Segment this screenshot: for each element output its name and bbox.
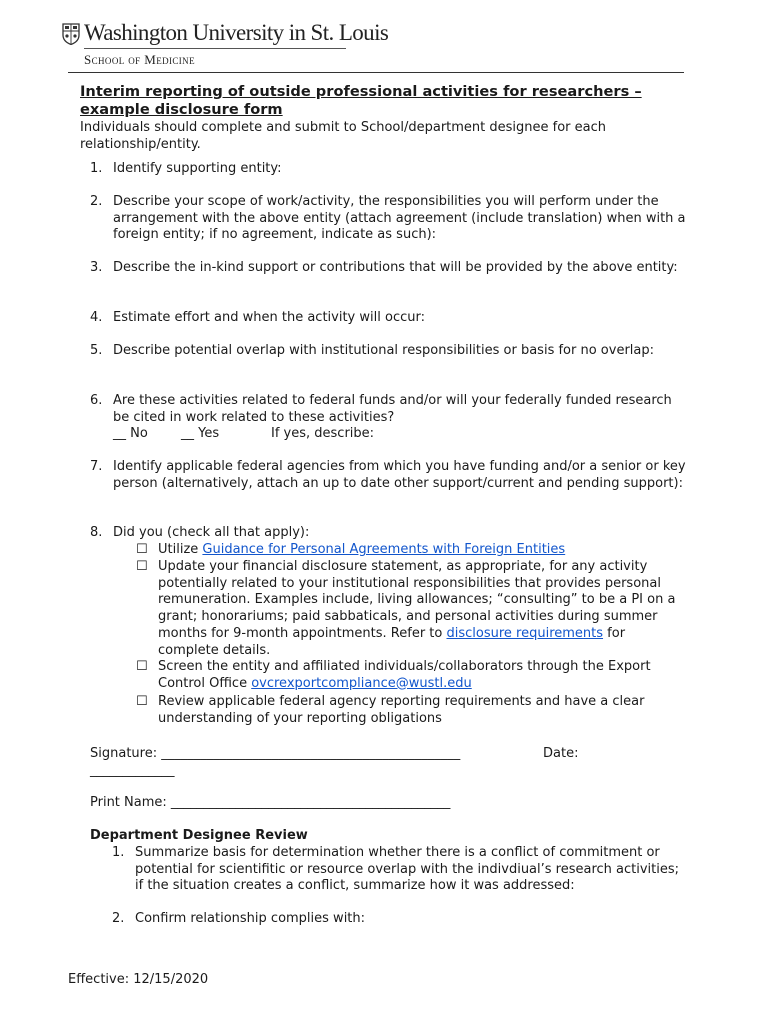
option-describe-label: If yes, describe:: [271, 426, 375, 442]
question-7: [90, 459, 690, 492]
question-6-options: [113, 426, 690, 443]
option-yes[interactable]: __ Yes: [181, 426, 220, 442]
department-item-2: [112, 911, 682, 928]
effective-date: Effective: 12/15/2020: [68, 972, 209, 987]
item-number: 2.: [112, 911, 125, 926]
form-title: Interim reporting of outside professional activities for researchers – example disclosure form: [80, 83, 642, 118]
question-1: [90, 161, 690, 178]
question-text: Describe potential overlap with institutional responsibilities or basis for no overlap:: [113, 343, 655, 358]
checklist-text: Screen the entity and affiliated individuals/collaborators through the Export Control Office: [158, 659, 651, 691]
question-3: [90, 260, 690, 277]
option-no[interactable]: __ No: [113, 426, 148, 442]
checkbox-icon[interactable]: ☐: [136, 559, 148, 574]
department-item-1: [112, 845, 682, 895]
checkbox-icon[interactable]: ☐: [136, 659, 148, 674]
logo-divider: [84, 48, 346, 49]
university-crest-icon: [62, 23, 80, 45]
question-number: 6.: [90, 393, 103, 408]
question-text: Did you (check all that apply):: [113, 525, 310, 540]
question-number: 4.: [90, 310, 103, 325]
export-compliance-email-link[interactable]: ovcrexportcompliance@wustl.edu: [251, 675, 472, 691]
item-text: Confirm relationship complies with:: [135, 911, 366, 926]
checklist-text: Review applicable federal agency reporting requirements and have a clear understanding of your reporting obligations: [158, 694, 645, 726]
checklist-text: for complete details.: [158, 625, 626, 658]
university-name: Washington University in St. Louis: [84, 20, 389, 45]
checklist-item-export-control: [136, 659, 686, 692]
checkbox-icon[interactable]: ☐: [136, 542, 148, 557]
print-name-field[interactable]: Print Name: ___________________________________________: [90, 795, 451, 810]
question-number: 5.: [90, 343, 103, 358]
checklist-item-guidance: [136, 542, 686, 559]
question-number: 2.: [90, 194, 103, 209]
question-5: [90, 343, 690, 360]
question-number: 8.: [90, 525, 103, 540]
checklist-item-federal-review: [136, 694, 686, 727]
question-6: [90, 393, 690, 443]
question-number: 3.: [90, 260, 103, 275]
form-intro: Individuals should complete and submit to School/department designee for each relationship/entity.: [80, 120, 607, 152]
question-text: Estimate effort and when the activity will occur:: [113, 310, 425, 325]
disclosure-requirements-link[interactable]: disclosure requirements: [446, 625, 604, 641]
question-2: [90, 194, 690, 244]
item-number: 1.: [112, 845, 125, 860]
checkbox-icon[interactable]: ☐: [136, 694, 148, 709]
signature-field[interactable]: Signature: ______________________________________________: [90, 746, 461, 761]
item-text: Summarize basis for determination whether there is a conflict of commitment or potential for scientifitic or resource overlap with the indivdiual’s research activities; if the situation creates a conflict, summarize how it was addressed:: [135, 845, 680, 894]
question-text: Identify supporting entity:: [113, 161, 282, 176]
department-review-heading: Department Designee Review: [90, 828, 308, 843]
checklist-text: Utilize: [158, 542, 203, 557]
header-divider: [68, 72, 684, 73]
question-text: Identify applicable federal agencies from which you have funding and/or a senior or key person (alternatively, attach an up to date other support/current and pending support):: [113, 459, 686, 491]
school-name: School of Medicine: [84, 52, 195, 67]
date-field[interactable]: _____________: [90, 763, 175, 778]
date-label: Date:: [543, 746, 579, 761]
question-4: [90, 310, 690, 327]
question-text: Describe the in-kind support or contributions that will be provided by the above entity:: [113, 260, 678, 275]
guidance-link[interactable]: Guidance for Personal Agreements with Foreign Entities: [202, 542, 566, 557]
question-text: Describe your scope of work/activity, the responsibilities you will perform under the arrangement with the above entity (attach agreement (include translation) when with a foreign entity; if no agreement, indicate as such):: [113, 194, 686, 243]
question-number: 7.: [90, 459, 103, 474]
checklist-item-disclosure: [136, 559, 686, 659]
question-8: [90, 525, 690, 542]
question-number: 1.: [90, 161, 103, 176]
checklist-text: Update your financial disclosure statement, as appropriate, for any activity potentially related to your institutional responsibilities that provides personal remuneration. Examples include, living allowances; “consulting” to be a PI on a grant; honorariums; paid sabbaticals, and personal activities during summer months for 9-month appointments. Refer to: [158, 559, 676, 641]
question-text: Are these activities related to federal funds and/or will your federally funded research be cited in work related to these activities?: [113, 393, 672, 425]
